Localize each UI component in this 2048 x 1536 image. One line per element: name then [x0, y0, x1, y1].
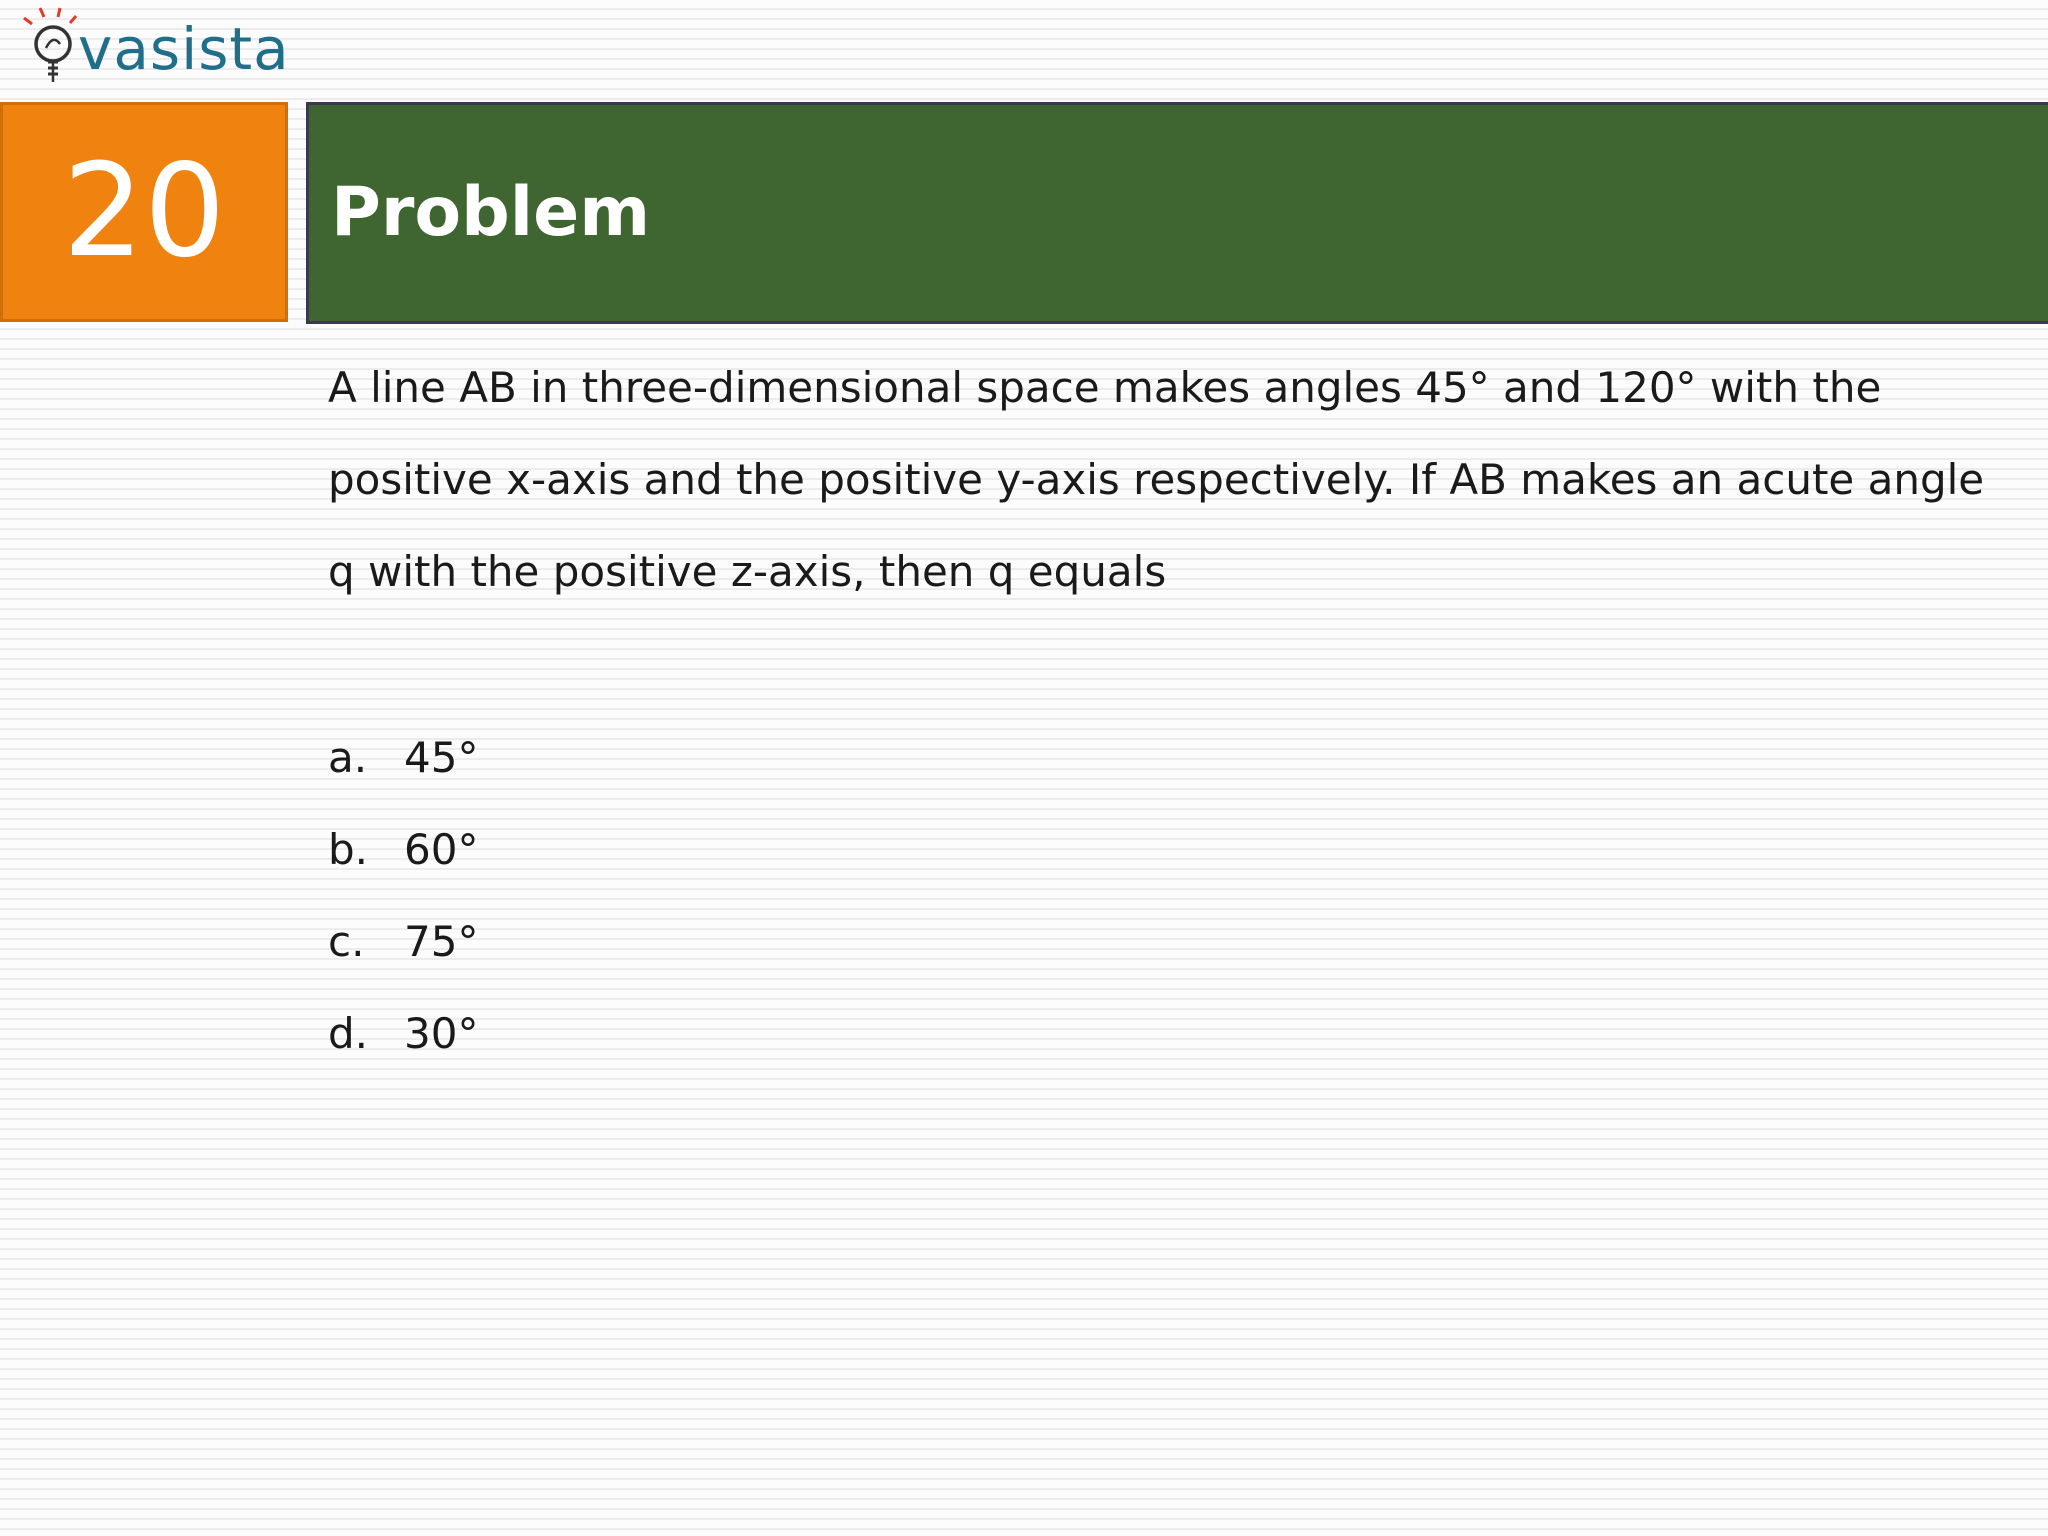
vasista-logo	[18, 4, 288, 96]
title-bar	[306, 102, 2048, 324]
slide-number-badge: 20	[0, 102, 288, 322]
option-value: 30°	[404, 1009, 479, 1058]
option-c	[328, 896, 478, 988]
answer-options	[328, 712, 478, 1080]
option-d	[328, 988, 478, 1080]
option-letter: d.	[328, 1009, 369, 1058]
option-letter: a.	[328, 733, 368, 782]
option-letter: c.	[328, 917, 365, 966]
question-text: A line AB in three-dimensional space makes angles 45° and 120° with the positive x-axis and the positive y-axis respectively. If AB makes an acute angle q with the positive z-axis, then q equals	[328, 363, 1985, 596]
logo-text: vasista	[78, 15, 290, 83]
option-value: 60°	[404, 825, 479, 874]
slide-title: Problem	[331, 173, 651, 252]
option-value: 45°	[404, 733, 479, 782]
option-letter: b.	[328, 825, 369, 874]
option-value: 75°	[404, 917, 479, 966]
option-a	[328, 712, 478, 804]
option-b	[328, 804, 478, 896]
